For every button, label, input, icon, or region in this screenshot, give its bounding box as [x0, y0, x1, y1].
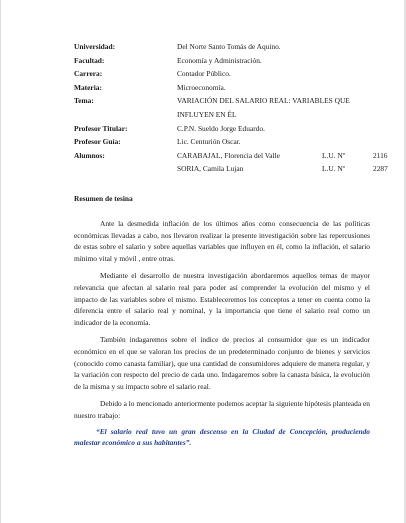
info-label: Tema: — [74, 96, 94, 106]
info-value: Lic. Centurión Oscar. — [177, 137, 241, 147]
student-lu-number: 2287 — [373, 164, 388, 174]
info-row-subject — [74, 81, 374, 95]
info-row-topic — [74, 94, 374, 121]
info-label: Profesor Guía: — [74, 137, 121, 147]
info-row-student-2 — [74, 162, 388, 176]
info-value: Del Norte Santo Tomás de Aquino. — [177, 42, 281, 51]
info-value: C.P.N. Sueldo Jorge Eduardo. — [177, 123, 265, 133]
info-value: Economía y Administración. — [177, 55, 262, 65]
info-row-guide — [74, 135, 374, 149]
info-row-faculty — [74, 54, 374, 68]
info-label: Materia: — [74, 82, 102, 92]
page-edge-left — [0, 0, 1, 523]
info-row-career — [74, 67, 374, 81]
info-label: Profesor Titular: — [74, 123, 128, 133]
info-label: Universidad: — [74, 42, 116, 51]
summary-title: Resumen de tesina — [74, 194, 133, 203]
summary-body — [74, 218, 370, 455]
student-lu-number: 2116 — [373, 150, 388, 160]
cover-info-block — [74, 40, 388, 176]
info-row-university — [74, 40, 374, 54]
student-name: SORIA, Camila Lujan — [177, 164, 244, 174]
summary-paragraph: Debido a lo mencionado anteriormente podemos aceptar la siguiente hipótesis planteada en nuestro trabajo: — [74, 399, 370, 420]
students-label: Alumnos: — [74, 150, 105, 160]
info-value: Microeconomía. — [177, 82, 226, 92]
info-value: Contador Público. — [177, 69, 231, 79]
student-lu-label: L.U. Nº — [322, 164, 346, 174]
student-name: CARABAJAL, Florencia del Valle — [177, 150, 280, 160]
hypothesis-quote: “El salario real tuvo un gran descenso en la Ciudad de Concepción, produciendo malestar económico a sus habitantes”. — [74, 426, 370, 448]
info-label: Facultad: — [74, 55, 105, 65]
student-lu-label: L.U. Nº — [322, 150, 346, 160]
summary-paragraph: Ante la desmedida inflación de los últimos años como consecuencia de las políticas económicas llevadas a cabo, nos llevaron realizar la presente investigación sobre las repercusiones de estas sobre el salario y sobre aquellas variables que influyen en él, como la inflación, el salario mínimo vital y móvil , entre otras. — [74, 219, 370, 263]
info-row-professor — [74, 122, 374, 136]
summary-paragraph: Mediante el desarrollo de nuestra investigación abordaremos aquellos temas de mayor relevancia que afectan al salario real para poder así comprender la evolución del mismo y el impacto de las variables sobre el mismo. Estableceremos los conceptos a tener en cuenta como la diferencia entre el salario real y nominal, y la importancia que tiene el salario real como un indicador de la economía. — [74, 271, 370, 327]
info-row-student-1 — [74, 149, 388, 163]
info-label: Carrera: — [74, 69, 103, 79]
info-value: VARIACIÓN DEL SALARIO REAL: VARIABLES QUE INFLUYEN EN ÉL — [177, 96, 350, 119]
summary-paragraph: También indagaremos sobre el índice de precios al consumidor que es un indicador económico en el que se valoran los precios de un predeterminado conjunto de bienes y servicios (conocido como canasta familiar), que una cantidad de consumidores adquiere de manera regular, y la variación con respecto del precio de cada uno. Indagaremos sobre la canasta básica, la evolución de la misma y su impacto sobre el salario real. — [74, 335, 370, 391]
